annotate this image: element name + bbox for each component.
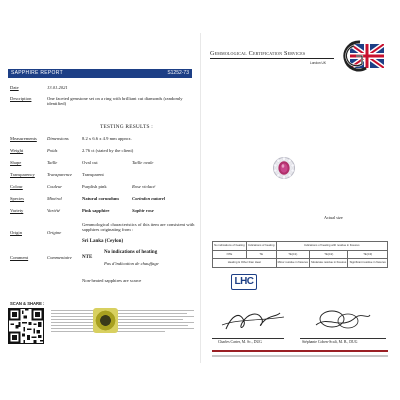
signature-1-name: Charles Carter, M. Sc., DUG: [218, 340, 262, 344]
hologram-seal: [93, 308, 118, 333]
row-value: Purplish pink: [82, 184, 107, 189]
scan-label: SCAN & SHARE :: [10, 301, 45, 306]
row-label: Transparency: [10, 172, 35, 177]
row-label: Weight: [10, 148, 24, 153]
heating-significant: Significant residue in fissures: [348, 259, 388, 268]
origin-label-fr: Origine: [47, 230, 62, 235]
fold-line: [200, 33, 201, 363]
footer-red-line: [212, 350, 388, 352]
heating-minor: Minor residue in fissures: [276, 259, 310, 268]
comment-value-fr: Pas d'indication de chauffage: [104, 261, 159, 266]
footnote: Non-heated sapphires are scarce: [82, 278, 142, 283]
date-label: Date: [10, 85, 19, 90]
actual-size-label: Actual size: [324, 215, 343, 220]
row-label-fr: Poids: [47, 148, 58, 153]
heating-col1: No indications of heating: [213, 242, 247, 251]
heating-nte: NTE: [213, 250, 247, 259]
row-label: Species: [10, 196, 25, 201]
report-number: S1252-73: [167, 70, 189, 76]
row-value: Natural corundum: [82, 196, 119, 201]
qr-code[interactable]: [8, 308, 44, 344]
row-label: Variety: [10, 208, 24, 213]
row-value: 8.2 x 6.6 x 4.9 mm approx.: [82, 136, 132, 141]
row-value: Oval cut: [82, 160, 98, 165]
heating-col3: Indications of heating with residue in fissures: [276, 242, 387, 251]
heating-moderate: Moderate residue in fissures: [310, 259, 348, 268]
row-value: Pink sapphire: [82, 208, 110, 213]
lab-city: London UK: [310, 61, 326, 65]
row-label-fr: Dimensions: [47, 136, 69, 141]
row-label-fr: Transparence: [47, 172, 73, 177]
heating-table: [212, 241, 388, 268]
heating-col2: Indications of heating: [246, 242, 276, 251]
comment-code: NTE: [82, 255, 93, 260]
footer-fine-print: [212, 355, 388, 357]
report-title: SAPPHIRE REPORT: [11, 70, 63, 76]
signature-1: [218, 307, 288, 337]
heating-te-c3: TE(C3): [348, 250, 388, 259]
origin-value: Sri Lanka (Ceylon): [82, 239, 124, 244]
row-label-fr: Couleur: [47, 184, 63, 189]
origin-text: Gemmological characteristics of this item are consistent with sapphires originating from :: [82, 222, 195, 233]
date-value: 13.01.2021: [47, 85, 68, 90]
row-label: Colour: [10, 184, 23, 189]
row-value-fr: Saphir rose: [132, 208, 154, 213]
comment-label-fr: Commentaire: [47, 255, 72, 260]
gem-ring-photo: [272, 156, 296, 180]
heating-te-c1: TE(C1): [276, 250, 310, 259]
heating-te: TE: [246, 250, 276, 259]
description-label: Description: [10, 96, 32, 101]
signature-2-name: Stéphanie Cohen-Scali, M. B., DUG: [302, 340, 358, 344]
heating-other: Heating & Other than Heat: [213, 259, 277, 268]
origin-label: Origin: [10, 230, 22, 235]
row-label-fr: Variété: [47, 208, 61, 213]
signature-1-rule: [212, 338, 284, 339]
row-label: Shape: [10, 160, 22, 165]
row-label: Measurements: [10, 136, 37, 141]
signature-2: [306, 305, 376, 335]
row-value-fr: Corindon naturel: [132, 196, 166, 201]
lhc-logo: LHC: [231, 274, 257, 290]
union-flag-icon: [350, 44, 384, 68]
signature-2-rule: [300, 338, 386, 339]
row-value: 2.76 ct (stated by the client): [82, 148, 134, 153]
row-value-fr: Rose violacé: [132, 184, 156, 189]
row-label-fr: Minéral: [47, 196, 62, 201]
row-value-fr: Taille ovale: [132, 160, 154, 165]
lab-title-rule: [210, 58, 334, 59]
row-value: Transparent: [82, 172, 104, 177]
description-value: One faceted gemstone set on a ring with brilliant cut diamonds (randomly identified): [47, 96, 183, 107]
fine-print: [51, 310, 194, 340]
report-header-bar: [8, 69, 192, 78]
lab-logo: [336, 38, 388, 72]
testing-heading: TESTING RESULTS :: [100, 124, 153, 130]
heating-te-c2: TE(C2): [310, 250, 348, 259]
comment-value: No indications of heating: [104, 250, 158, 255]
row-label-fr: Taille: [47, 160, 58, 165]
lab-title: Gemmological Certification Services: [210, 50, 306, 57]
comment-label: Comment: [10, 255, 29, 260]
